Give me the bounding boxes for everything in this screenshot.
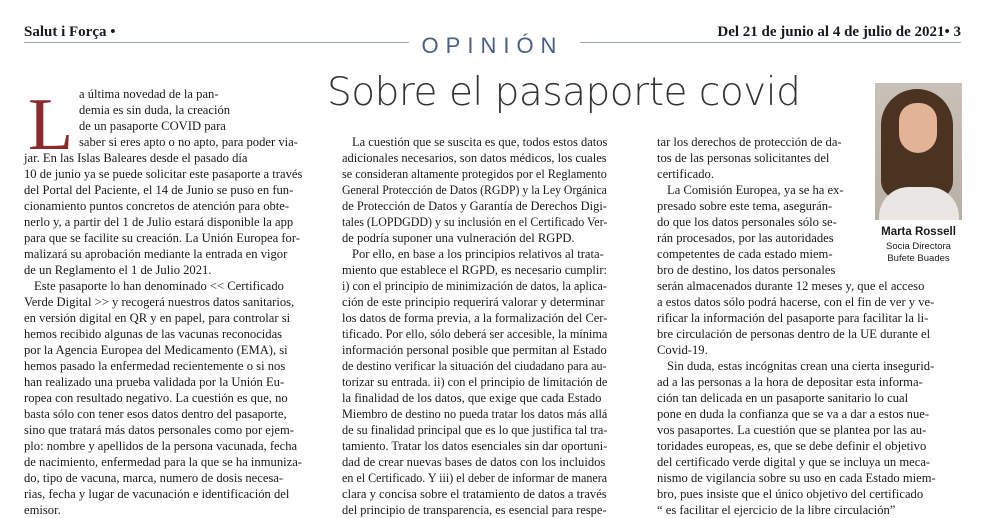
text-line: ción de este principio requerirá valorar y determinar	[342, 295, 605, 309]
text-line: tamiento. Tratar los datos esenciales sin dar oportuni-	[342, 439, 608, 453]
text-line: do que los datos personales sólo se-	[657, 215, 837, 229]
text-line: serán almacenados durante 12 meses y, que el acceso	[657, 279, 925, 293]
text-line: tar los derechos de protección de da-	[657, 135, 842, 149]
text-line: “ es facilitar el ejercicio de la libre circulación”	[657, 503, 896, 517]
text-line: ción tan delicada en un pasaporte sanitario lo cual	[657, 391, 909, 405]
text-line: do, tipo de vacuna, marca, numero de dosis necesa-	[24, 471, 284, 485]
text-line: Miembro de destino no pueda tratar los datos más allá	[342, 407, 608, 421]
text-line: hemos pasado la enfermedad recientemente o si nos	[24, 359, 286, 373]
text-line: La Comisión Europea, ya se ha ex-	[667, 183, 844, 197]
text-line: bre circulación de personas dentro de la UE durante el	[657, 327, 931, 341]
text-line: sino que tratará más datos personales como por ejem-	[24, 423, 294, 437]
text-line: tificado. Por ello, sólo deberá ser accesible, la mínima	[342, 327, 608, 341]
text-line: del certificado verde digital y que se incluya un meca-	[657, 455, 931, 469]
text-line: General Protección de Datos (RGDP) y la Ley Orgánica	[342, 183, 607, 197]
text-line: dad de crear nuevas bases de datos con los incluidos	[342, 455, 606, 469]
text-line: Por ello, en base a los principios relativos al trata-	[352, 247, 604, 261]
text-line: a última novedad de la pan-	[79, 87, 219, 101]
text-line: nismo de vigilancia sobre su uso en cada Estado miem-	[657, 471, 936, 485]
text-line: vos pasaportes. La cuestión que se plantea por las au-	[657, 423, 927, 437]
text-line: La cuestión que se suscita es que, todos estos datos	[352, 135, 608, 149]
text-line: adicionales necesarios, son datos médicos, los cuales	[342, 151, 607, 165]
text-line: rán procesados, por las autoridades	[657, 231, 834, 245]
text-line: Sin duda, estas incógnitas crean una cierta insegurid-	[667, 359, 935, 373]
text-line: de su finalidad principal que es lo que justifica tal tra-	[342, 423, 608, 437]
text-line: certificado.	[657, 167, 714, 181]
text-line: toridades europeas, es, que se debe definir el objetivo	[657, 439, 927, 453]
text-line: competentes de cada estado miem-	[657, 247, 833, 261]
text-line: rias, fecha y lugar de vacunación e identificación del	[24, 487, 290, 501]
text-line: de nacimiento, enfermedad para la que se ha inmuniza-	[24, 455, 302, 469]
section-title: OPINIÓN	[421, 33, 564, 58]
text-line: ropea con resultado negativo. La cuestión es que, no	[24, 391, 288, 405]
text-line: Covid-19.	[657, 343, 708, 357]
text-line: nerlo y, a partir del 1 de Julio estará disponible la app	[24, 215, 294, 229]
text-line: bro de destino, los datos personales	[657, 263, 836, 277]
author-firm: Bufete Buades	[887, 253, 950, 264]
text-line: presado sobre este tema, asegurán-	[657, 199, 833, 213]
text-line: la finalidad de los datos, que exige que cada Estado	[342, 391, 602, 405]
text-line: han realizado una prueba validada por la Unión Eu-	[24, 375, 285, 389]
text-line: en versión digital en QR y en papel, para controlar si	[24, 311, 291, 325]
text-line: cionamiento puntos concretos de atención para obte-	[24, 199, 290, 213]
text-line: torizar su entrada. ii) con el principio de limitación de	[342, 375, 608, 389]
running-header-right: Del 21 de junio al 4 de julio de 2021• 3	[717, 24, 961, 40]
text-line: demia es sin duda, la creación	[79, 103, 231, 117]
text-line: Este pasaporte lo han denominado << Certificado	[34, 279, 284, 293]
text-line: i) con el principio de minimización de datos, la aplica-	[342, 279, 607, 293]
text-line: jar. En las Islas Baleares desde el pasado día	[24, 151, 248, 165]
author-photo	[875, 83, 962, 220]
text-line: del Portal del Paciente, el 14 de Junio se puso en fun-	[24, 183, 294, 197]
text-line: 10 de junio ya se puede solicitar este pasaporte a través	[24, 167, 303, 181]
text-line: tales (LOPDGDD) y su inclusión en el Certificado Ver-	[342, 215, 608, 229]
author-role: Socia Directora	[886, 241, 951, 252]
text-line: a estos datos sólo podrá hacerse, con el fin de ver y ve-	[657, 295, 935, 309]
text-line: tos de las personas solicitantes del	[657, 151, 830, 165]
text-line: se consideran altamente protegidos por el Reglamento	[342, 167, 607, 181]
author-name: Marta Rossell	[881, 226, 956, 238]
text-line: pone en duda la confianza que se va a dar a estos nue-	[657, 407, 930, 421]
text-line: de destino verificar la situación del ciudadano para au-	[342, 359, 607, 373]
running-header-left: Salut i Força •	[24, 24, 116, 40]
text-line: plo: nombre y apellidos de la persona vacunada, fecha	[24, 439, 298, 453]
text-line: rificar la información del pasaporte para facilitar la li-	[657, 311, 929, 325]
text-line: saber si eres apto o no apto, para poder via-	[79, 135, 298, 149]
headline: Sobre el pasaporte covid	[327, 70, 801, 115]
text-line: Verde Digital >> y recogerá nuestros datos sanitarios,	[24, 295, 295, 309]
text-line: miento que establece el RGPD, es necesario cumplir:	[342, 263, 607, 277]
text-line: hemos recibido algunas de las vacunas reconocidas	[24, 327, 283, 341]
text-line: malizará su aprobación mediante la entrada en vigor	[24, 247, 288, 261]
text-line: para que se facilite su creación. La Unión Europea for-	[24, 231, 300, 245]
text-line: en el Certificado. Y iii) el deber de informar de manera	[342, 471, 608, 485]
text-line: clara y concisa sobre el tratamiento de datos a través	[342, 487, 607, 501]
text-line: de podría suponer una vulneración del RGPD.	[342, 231, 575, 245]
author-photo-face	[899, 103, 937, 153]
text-line: ad a las personas a la hora de depositar esta informa-	[657, 375, 923, 389]
text-line: por la Agencia Europea del Medicamento (EMA), si	[24, 343, 288, 357]
text-line: los datos de forma previa, a la formalización del Cer-	[342, 311, 608, 325]
text-line: de un Reglamento el 1 de Julio 2021.	[24, 263, 212, 277]
text-line: bro, pues insiste que el único objetivo del certificado	[657, 487, 924, 501]
text-line: basta sólo con tener esos datos dentro del pasaporte,	[24, 407, 287, 421]
text-line: de un pasaporte COVID para	[79, 119, 226, 133]
text-line: emisor.	[24, 503, 61, 517]
text-line: información personal posible que permitan al Estado	[342, 343, 607, 357]
text-line: del principio de transparencia, es esencial para respe-	[342, 503, 607, 517]
text-line: de Protección de Datos y Garantía de Derechos Digi-	[342, 199, 607, 213]
drop-cap: L	[28, 84, 74, 166]
